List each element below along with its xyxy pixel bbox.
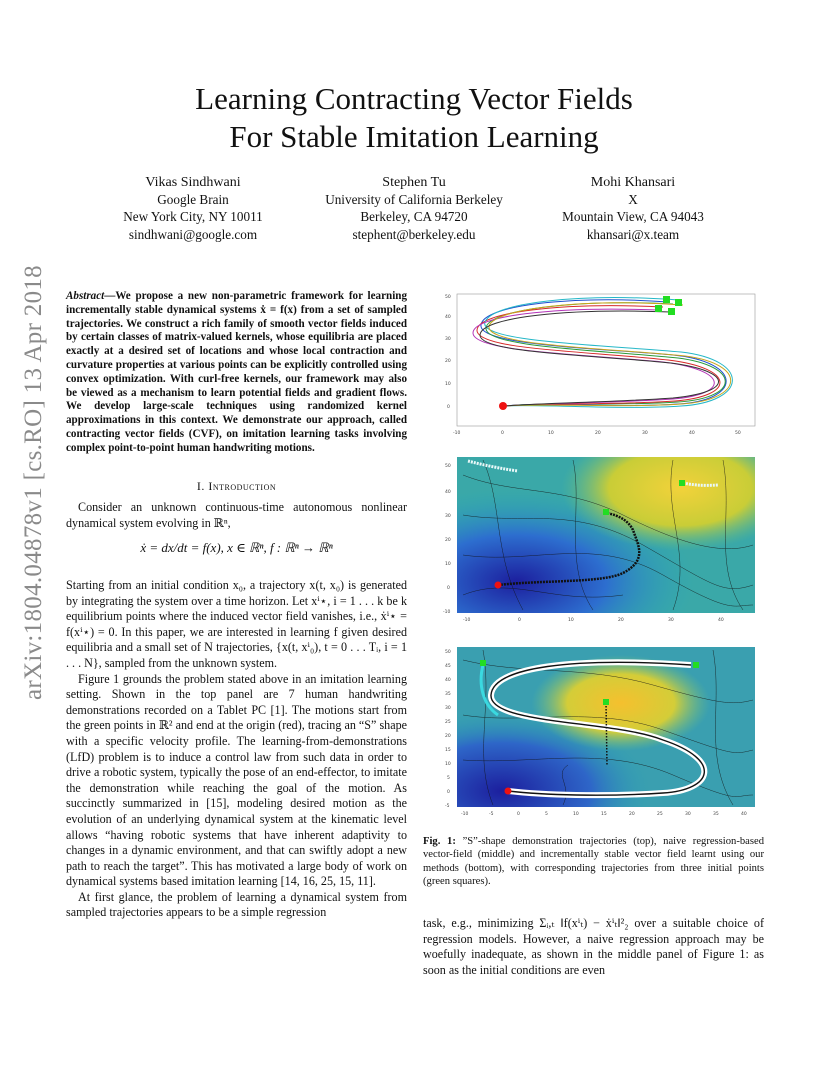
y-tick: 25 <box>445 720 451 725</box>
regression-field-plot <box>423 455 768 625</box>
x-tick: 0 <box>517 812 520 817</box>
x-tick: 30 <box>668 618 674 623</box>
x-tick: -5 <box>489 812 494 817</box>
author-email[interactable]: khansari@x.team <box>586 226 680 242</box>
y-tick: 20 <box>445 359 451 364</box>
right-column-text <box>423 916 764 978</box>
y-tick: 35 <box>445 692 451 697</box>
paragraph: task, e.g., minimizing Σᵢ,ₜ ‖f(xⁱₜ) − ẋⁱₜ‖²₂ over a suitable choice of regression models. However, a naive regression approach may be woefully inadequate, as shown in the middle panel of Figure 1: as soon as the initial conditions are even <box>423 916 764 977</box>
author-affiliation: University of California Berkeley <box>325 192 503 208</box>
y-tick: 10 <box>445 762 451 767</box>
y-tick: 40 <box>445 315 451 320</box>
x-tick: 15 <box>601 812 607 817</box>
y-tick: 15 <box>445 748 451 753</box>
x-tick: 5 <box>545 812 548 817</box>
x-tick: -10 <box>463 618 471 623</box>
x-tick: 0 <box>501 431 504 436</box>
author-email[interactable]: stephent@berkeley.edu <box>352 226 476 242</box>
x-tick: -10 <box>453 431 461 436</box>
intro-paragraph-1 <box>66 500 407 531</box>
paragraph: Starting from an initial condition x₀, a trajectory x(t, x₀) is generated by integrating the system over a time horizon. Let xⁱ⋆, i = 1 . . . k be k equilibrium points where the induced vector field vanishes, i.e., ẋⁱ⋆ = f(xⁱ⋆) = 0. In this paper, we are interested in learning f given desired equilibria and a small set of N trajectories, {x(t, xⁱ₀), t = 0 . . . Tᵢ, i = 1 . . . N}, sampled from the unknown system. <box>66 578 407 670</box>
author-address: Mountain View, CA 94043 <box>562 209 704 225</box>
y-tick: 40 <box>445 678 451 683</box>
author-address: New York City, NY 10011 <box>123 209 263 225</box>
x-tick: 20 <box>629 812 635 817</box>
x-tick: 10 <box>568 618 574 623</box>
y-tick: 40 <box>445 490 451 495</box>
author-2 <box>294 174 534 243</box>
x-tick: 50 <box>735 431 741 436</box>
x-tick: 30 <box>642 431 648 436</box>
y-tick: -5 <box>445 804 450 809</box>
y-tick: 20 <box>445 538 451 543</box>
y-tick: 20 <box>445 734 451 739</box>
y-tick: 30 <box>445 337 451 342</box>
y-tick: 5 <box>447 776 450 781</box>
figure-bottom-panel <box>423 645 768 820</box>
x-tick: 30 <box>685 812 691 817</box>
author-affiliation: X <box>628 192 638 208</box>
author-1 <box>73 174 313 243</box>
arxiv-stamp: arXiv:1804.04878v1 [cs.RO] 13 Apr 2018 <box>20 265 47 700</box>
figure-caption <box>423 835 764 888</box>
y-tick: 30 <box>445 706 451 711</box>
section-heading: I. Introduction <box>196 479 277 493</box>
y-tick: 30 <box>445 514 451 519</box>
y-tick: 50 <box>445 464 451 469</box>
author-address: Berkeley, CA 94720 <box>360 209 468 225</box>
abstract <box>66 290 407 456</box>
equation: ẋ = dx/dt = f(x), x ∈ ℝⁿ, f : ℝⁿ → ℝⁿ <box>140 540 333 555</box>
paragraph: Consider an unknown continuous-time autonomous nonlinear dynamical system evolving in ℝⁿ, <box>66 500 407 530</box>
demonstrations-plot <box>423 290 768 438</box>
y-tick: 0 <box>447 586 450 591</box>
x-tick: 20 <box>595 431 601 436</box>
author-name: Stephen Tu <box>382 175 446 190</box>
y-tick: 0 <box>447 405 450 410</box>
y-tick: 50 <box>445 650 451 655</box>
x-tick: 10 <box>548 431 554 436</box>
figure-middle-panel <box>423 455 768 625</box>
x-tick: 20 <box>618 618 624 623</box>
author-name: Mohi Khansari <box>590 175 676 190</box>
figure-top-panel <box>423 290 768 438</box>
y-tick: 10 <box>445 562 451 567</box>
author-name: Vikas Sindhwani <box>145 175 241 190</box>
caption-label: Fig. 1: <box>423 836 456 847</box>
paragraph: At first glance, the problem of learning a dynamical system from sampled trajectories appears to be a simple regression <box>66 889 407 920</box>
title-line-2: For Stable Imitation Learning <box>229 119 599 154</box>
author-affiliation: Google Brain <box>157 192 229 208</box>
caption-text: ”S”-shape demonstration trajectories (top), naive regression-based vector-field (middle) and incrementally stable vector field learnt using our methods (bottom), with corresponding trajectories from three initial points (green squares). <box>423 836 764 887</box>
y-tick: 45 <box>445 664 451 669</box>
x-tick: 0 <box>518 618 521 623</box>
paragraph: Figure 1 grounds the problem stated above in an imitation learning setting. Shown in the top panel are 7 human handwriting demonstrations recorded on a Tablet PC [1]. The motions start from the green points in ℝ² and end at the origin (red), tracing an “S” shape with a specific velocity profile. The learning-from-demonstrations (LfD) problem is to induce a control law from such data in order to drive a robotic system, typically the pose of an end-effector, to imitate the demonstration while reaching the goal of the motion. As succinctly summarized in [15], modeling desired motion as the evolution of an underlying dynamical system at the kinematic level allows “having robotic systems that have inherent adaptivity to changes in a dynamic environment, and that can swiftly adopt a new path to reach the target”. This has motivated a large body of work on dynamical systems based imitation learning [14, 16, 25, 15, 11]. <box>66 671 407 889</box>
paper-title <box>0 80 828 156</box>
x-tick: -10 <box>461 812 469 817</box>
abstract-lead: Abstract <box>66 290 105 302</box>
author-3 <box>513 174 753 243</box>
x-tick: 40 <box>741 812 747 817</box>
x-tick: 35 <box>713 812 719 817</box>
x-tick: 25 <box>657 812 663 817</box>
abstract-text: —We propose a new non-parametric framework for learning incrementally stable dynamical systems ẋ = f(x) from a set of sampled trajectories. We construct a rich family of smooth vector fields induced by certain classes of matrix-valued kernels, whose equilibria are placed exactly at a desired set of locations and whose local contraction and curvature properties at various points can be explicitly controlled using convex optimization. With curl-free kernels, our framework may also be viewed as a mechanism to learn potential fields and gradient flows. We develop large-scale techniques using randomized kernel approximations in this context. We demonstrate our approach, called contracting vector fields (CVF), on imitation learning tasks involving complex point-to-point human handwriting motions. <box>66 290 407 454</box>
y-tick: 0 <box>447 790 450 795</box>
x-tick: 40 <box>718 618 724 623</box>
stable-field-plot <box>423 645 768 820</box>
x-tick: 40 <box>689 431 695 436</box>
author-email[interactable]: sindhwani@google.com <box>128 226 258 242</box>
y-tick: 50 <box>445 295 451 300</box>
x-tick: 10 <box>573 812 579 817</box>
title-line-1: Learning Contracting Vector Fields <box>195 81 633 116</box>
y-tick: -10 <box>443 610 451 615</box>
intro-body <box>66 578 407 921</box>
y-tick: 10 <box>445 382 451 387</box>
